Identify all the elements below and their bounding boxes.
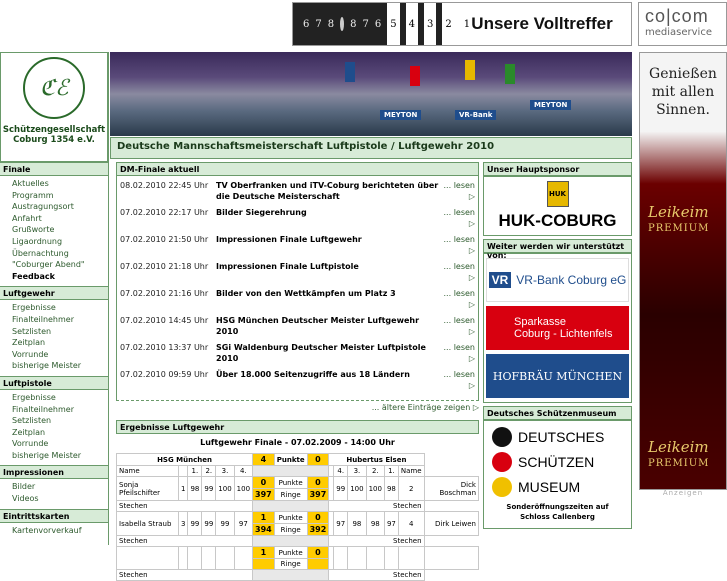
news-title[interactable]: Impressionen Finale Luftpistole [216,262,359,271]
club-emblem [23,57,85,119]
sparkasse-region: Coburg - Lichtenfels [514,328,613,340]
series-score: 100 [348,477,366,501]
ad-slogan: Genießen mit allen Sinnen. [649,66,717,118]
nav-item[interactable]: Videos [12,494,39,504]
series-score: 97 [234,512,252,536]
news-title[interactable]: Bilder Siegerehrung [216,208,307,217]
rings-label: Ringe [274,489,307,501]
club-name-line1: Schützengesellschaft [2,125,106,135]
target-graphic [293,3,471,45]
page-title: Deutsche Mannschaftsmeisterschaft Luftpistole / Luftgewehr 2010 [110,137,632,159]
target-ring-number: 6 [303,18,310,30]
club-logo[interactable] [0,52,108,162]
ad-brand-bottom: Leikeim [648,438,709,456]
news-date: 07.02.2010 09:59 Uhr [120,370,209,379]
shooter-left-pos: 3 [178,512,187,536]
series-score: 99 [216,512,234,536]
ad-sub-bottom: PREMIUM [648,458,710,469]
shooter-left-rings [253,559,275,570]
stechen-label: Stechen [117,501,253,512]
series-score: 98 [348,512,366,536]
nav-item[interactable]: Programm [12,190,54,200]
team-score-right: 0 [307,454,329,466]
shooter-right-points: 0 [307,512,329,524]
sparkasse-sponsor[interactable] [486,306,629,350]
column-header-name: Name [398,466,424,477]
stechen-spacer [253,570,329,581]
series-score: 98 [384,477,398,501]
series-score: 100 [216,477,234,501]
target-ring-number: 1 [461,3,473,45]
club-monogram: ℭℰ [39,75,69,101]
series-score [334,547,348,570]
nav-item[interactable]: Aktuelles [12,179,49,188]
shooter-left-points: 0 [253,477,275,489]
target-ring-number: 8 [327,18,335,30]
team-left: HSG München [117,454,253,466]
shooter-left-pos: 1 [178,477,187,501]
nav-item[interactable]: bisherige Meister [12,450,82,460]
shooter-left-points: 1 [253,547,275,559]
shooter-right-rings: 397 [307,489,329,501]
nav-item[interactable]: "Coburger Abend" [12,260,85,270]
table-row [117,547,479,559]
news-item[interactable] [120,261,475,283]
column-header-series: 4. [234,466,252,477]
flag-shape [505,64,515,84]
nav-section-list [0,176,108,286]
news-read-more[interactable]: ... lesen ▷ [441,288,475,310]
colcom-banner[interactable] [638,2,727,46]
nav-item[interactable]: Ergebnisse [12,392,56,402]
news-list [116,176,479,401]
shooter-right-pos [398,547,424,570]
ad-brand-top: Leikeim [648,203,709,221]
series-score [348,547,366,570]
nav-item[interactable]: Zeitplan [12,338,46,348]
vr-bank-name: VR-Bank Coburg eG [516,273,627,287]
news-read-more[interactable]: ... lesen ▷ [441,369,475,391]
shooter-right-rings: 392 [307,524,329,536]
news-item[interactable] [120,369,475,391]
news-title[interactable]: SGi Waldenburg Deutscher Meister Luftpistole 2010 [216,343,426,363]
news-read-more[interactable]: ... lesen ▷ [441,261,475,283]
news-title[interactable]: TV Oberfranken und iTV-Coburg berichteten über die Deutsche Meisterschaft [216,181,439,201]
column-header-row [117,466,479,477]
yellow-circle-icon [492,477,512,497]
stechen-spacer [253,501,329,512]
nav-item[interactable]: Setzlisten [12,326,52,336]
nav-section-list [0,300,108,376]
news-date: 08.02.2010 22:45 Uhr [120,181,209,190]
news-read-more[interactable]: ... lesen ▷ [441,315,475,337]
flag-shape [410,66,420,86]
ad-sub-top: PREMIUM [648,223,710,234]
series-score: 99 [202,477,216,501]
nav-item[interactable]: Ergebnisse [12,303,56,313]
column-header-series: 1. [188,466,202,477]
club-name [1,125,107,145]
vr-bank-sponsor[interactable] [486,258,629,302]
shooter-right-name: Dick Boschman [424,477,478,501]
target-ring-number: 8 [350,18,357,30]
target-center-icon [340,17,344,31]
nav-section-header[interactable]: Luftgewehr [0,286,108,300]
colcom-logo: co|com [645,6,709,26]
column-header-series: 1. [384,466,398,477]
series-score: 97 [334,512,348,536]
column-header-series: 4. [334,466,348,477]
points-label: Punkte [274,477,307,489]
main-sponsor-header: Unser Hauptsponsor [483,162,632,176]
news-title[interactable]: Impressionen Finale Luftgewehr [216,235,362,244]
series-score [366,547,384,570]
series-score: 100 [234,477,252,501]
nav-item[interactable]: bisherige Meister [12,361,82,371]
black-circle-icon [492,427,512,447]
stechen-label: Stechen [117,536,253,547]
hofbraeu-sponsor[interactable]: HOFBRÄU MÜNCHEN [486,354,629,398]
nav-item[interactable]: Ligaordnung [12,236,63,246]
team-row [117,454,479,466]
nav-item[interactable]: Bilder [12,482,36,492]
shooter-left-name: Isabella Straub [117,512,179,536]
series-score: 97 [384,512,398,536]
museum-note: Sonderöffnungszeiten auf Schloss Callenberg [506,503,609,521]
museum-word-row [492,427,623,447]
series-score [216,547,234,570]
series-score [202,547,216,570]
flag-shape [465,60,475,80]
target-ring-number: 2 [442,3,454,45]
column-header-series: 2. [366,466,384,477]
team-right: Hubertus Elsen [329,454,424,466]
series-score: 100 [366,477,384,501]
shooter-right-name [424,547,478,570]
shooter-right-rings [307,559,329,570]
series-score [384,547,398,570]
right-sidebar [483,162,632,545]
target-ring-number: 4 [406,3,418,45]
target-ring-number: 5 [387,3,399,45]
nav-item[interactable]: Feedback [12,271,55,281]
series-score: 99 [188,512,202,536]
news-read-more[interactable]: ... lesen ▷ [441,207,475,229]
news-item[interactable] [120,180,475,202]
ad-label: Anzeigen [662,489,704,497]
header-banner-3: MEYTON [530,100,571,110]
column-header-name: Name [117,466,179,477]
series-score: 98 [366,512,384,536]
museum-header: Deutsches Schützenmuseum [483,406,632,420]
news-title[interactable]: HSG München Deutscher Meister Luftgewehr 2010 [216,316,420,336]
results-header: Ergebnisse Luftgewehr [116,420,479,434]
flag-shape [345,62,355,82]
news-date: 07.02.2010 21:18 Uhr [120,262,209,271]
stechen-row [117,536,479,547]
news-item[interactable] [120,342,475,364]
column-header-spacer [253,466,329,477]
supporters-box [483,253,632,403]
stechen-row [117,501,479,512]
museum-word-row [492,477,623,497]
news-title[interactable]: Bilder von den Wettkämpfen um Platz 3 [216,289,396,298]
header-photo [110,52,632,136]
shooter-right-pos: 2 [398,477,424,501]
match-title: Luftgewehr Finale - 07.02.2009 - 14:00 Uhr [200,438,395,447]
red-arrow-icon [492,452,512,472]
supporters-header: Weiter werden wir unterstützt von: [483,239,632,253]
shooter-right-name: Dirk Leiwen [424,512,478,536]
news-item[interactable] [120,288,475,310]
museum-word: DEUTSCHES [518,429,605,445]
news-read-more[interactable]: ... lesen ▷ [441,180,475,202]
museum-word: MUSEUM [518,479,581,495]
nav-section-list [0,523,108,541]
nav-section-list [0,479,108,508]
news-item[interactable] [120,207,475,229]
nav-item[interactable]: Vorrunde [12,349,49,359]
stechen-spacer [253,536,329,547]
column-header-series: 2. [202,466,216,477]
series-score [234,547,252,570]
target-ring-number: 7 [315,18,322,30]
target-ring-number: 3 [424,3,436,45]
nav-item[interactable]: Kartenvorverkauf [12,525,82,535]
nav-item[interactable]: Grußworte [12,225,55,235]
news-read-more[interactable]: ... lesen ▷ [441,234,475,256]
series-score: 99 [202,512,216,536]
nav-item[interactable]: Zeitplan [12,427,46,437]
main-navigation [0,162,108,540]
nav-section-header[interactable]: Finale [0,162,108,176]
news-title[interactable]: Über 18.000 Seitenzugriffe aus 18 Ländern [216,370,410,379]
news-date: 07.02.2010 21:50 Uhr [120,235,209,244]
header-banner-1: MEYTON [380,110,421,120]
shooter-right-points: 0 [307,547,329,559]
table-row [117,512,479,524]
target-ring-number: 7 [362,18,369,30]
nav-section-header[interactable]: Luftpistole [0,376,108,390]
table-row [117,477,479,489]
leikeim-ad[interactable] [639,52,727,490]
shooter-right-points: 0 [307,477,329,489]
nav-item[interactable]: Anfahrt [12,213,42,223]
sparkasse-name: Sparkasse [514,316,566,328]
shooter-left-rings: 394 [253,524,275,536]
museum-word-row [492,452,623,472]
shooter-left-points: 1 [253,512,275,524]
news-date: 07.02.2010 21:16 Uhr [120,289,209,298]
news-item[interactable] [120,315,475,337]
nav-section-header[interactable]: Eintrittskarten [0,509,108,523]
rings-label: Ringe [274,559,307,570]
museum-word: SCHÜTZEN [518,454,595,470]
huk-name: HUK-COBURG [498,211,617,230]
news-date: 07.02.2010 14:45 Uhr [120,316,209,325]
series-score: 99 [334,477,348,501]
nav-item[interactable]: Übernachtung [12,248,69,258]
huk-shield-icon: HUK [547,181,569,207]
stechen-label: Stechen [117,570,253,581]
column-header-pos [178,466,187,477]
nav-item[interactable]: Finalteilnehmer [12,314,75,324]
news-date: 07.02.2010 22:17 Uhr [120,208,209,217]
stechen-label: Stechen [329,501,424,512]
stechen-label: Stechen [329,570,424,581]
left-sidebar [0,52,109,545]
vr-bank-icon: VR [489,272,512,288]
rings-label: Ringe [274,524,307,536]
points-label: Punkte [274,454,307,466]
stechen-label: Stechen [329,536,424,547]
column-header-series: 3. [348,466,366,477]
club-name-line2: Coburg 1354 e.V. [13,135,95,145]
main-content [116,162,479,579]
team-score-left: 4 [253,454,275,466]
nav-item[interactable]: Vorrunde [12,439,49,449]
news-header: DM-Finale aktuell [116,162,479,176]
huk-coburg-sponsor[interactable] [483,176,632,236]
shooter-right-pos: 4 [398,512,424,536]
nav-item[interactable]: Finalteilnehmer [12,404,75,414]
series-score: 98 [188,477,202,501]
results-section [116,420,479,581]
series-score [188,547,202,570]
news-read-more[interactable]: ... lesen ▷ [441,342,475,364]
header-banner-2: VR-Bank [455,110,496,120]
shooter-left-rings: 397 [253,489,275,501]
shooter-left-name: Sonja Pfeilschifter [117,477,179,501]
nav-item[interactable]: Setzlisten [12,416,52,426]
banner-headline: Unsere Volltreffer [471,14,613,33]
shooter-left-pos [178,547,187,570]
museum-box[interactable] [483,420,632,529]
results-table [116,453,479,581]
shooter-left-name [117,547,179,570]
colcom-subtitle: mediaservice [645,27,712,38]
stechen-row [117,570,479,581]
points-label: Punkte [274,512,307,524]
nav-section-list [0,390,108,466]
older-entries-link[interactable]: ... ältere Einträge zeigen ▷ [116,401,479,414]
news-item[interactable] [120,234,475,256]
news-date: 07.02.2010 13:37 Uhr [120,343,209,352]
volltreffer-banner[interactable] [292,2,632,46]
column-header-series: 3. [216,466,234,477]
target-ring-number: 6 [374,18,382,30]
nav-item[interactable]: Austragungsort [12,202,74,212]
nav-section-header[interactable]: Impressionen [0,465,108,479]
points-label: Punkte [274,547,307,559]
